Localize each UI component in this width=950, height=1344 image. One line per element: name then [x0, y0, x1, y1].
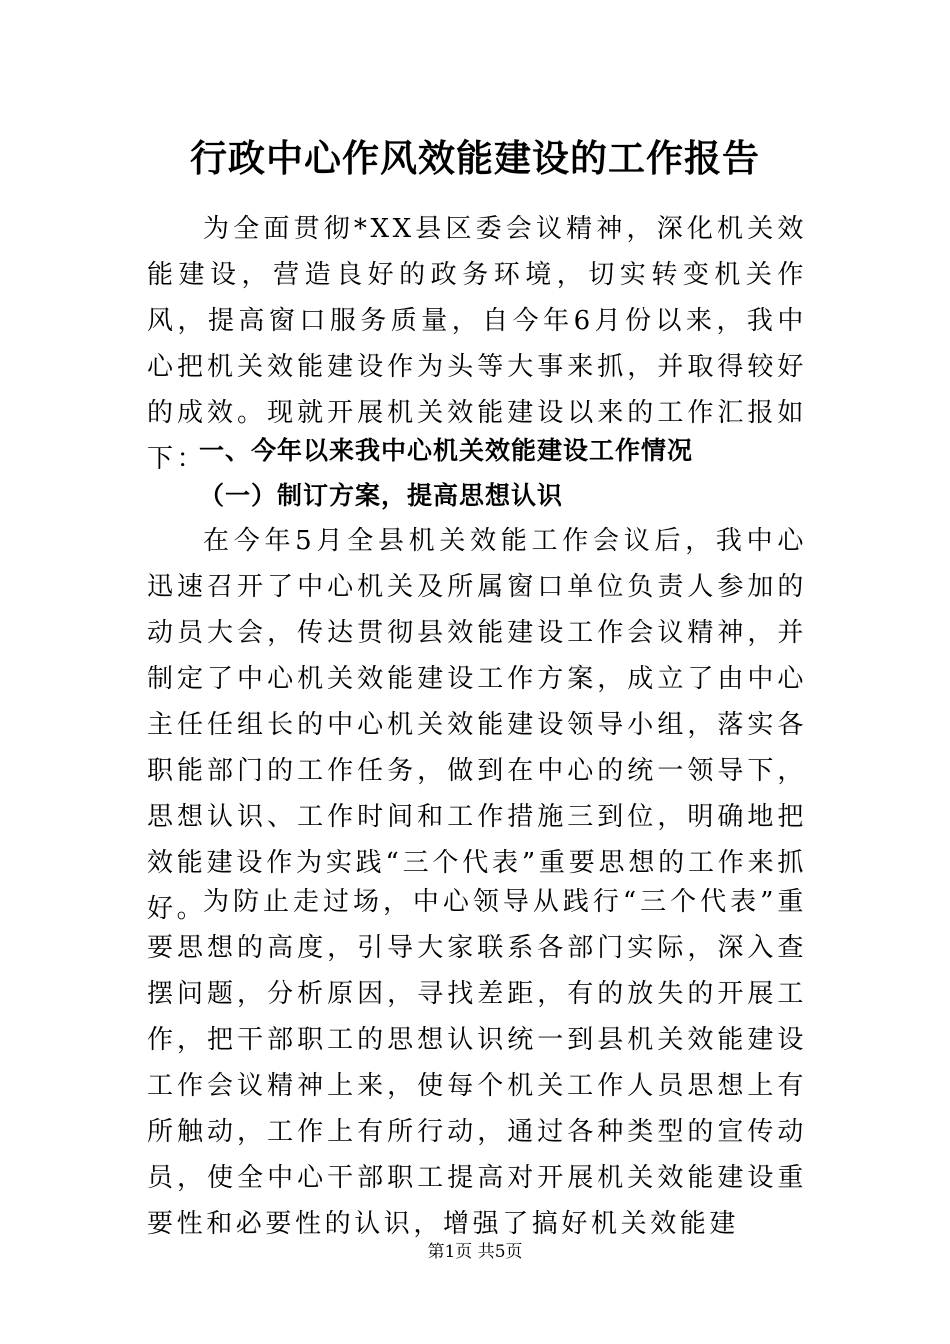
subsection-heading-1: （一）制订方案，提高思想认识 — [199, 481, 564, 510]
page-footer: 第1页 共5页 — [427, 1242, 523, 1262]
intro-paragraph: 为全面贯彻*XX县区委会议精神，深化机关效能建设，营造良好的政务环境，切实转变机关作风，提高窗口服务质量，自今年6月份以来，我中心把机关效能建设作为头等大事来抓，并取得较好的成效。现就开展机关效能建设以来的工作汇报如下： — [147, 214, 807, 474]
document-title: 行政中心作风效能建设的工作报告 — [190, 136, 760, 180]
body-paragraph-2: 为防止走过场，中心领导从践行“三个代表”重要思想的高度，引导大家联系各部门实际，深入查摆问题，分析原因，寻找差距，有的放失的开展工作，把干部职工的思想认识统一到县机关效能建设工作会议精神上来，使每个机关工作人员思想上有所触动，工作上有所行动，通过各种类型的宣传动员，使全中心干部职工提高对开展机关效能建设重要性和必要性的认识，增强了搞好机关效能建 — [147, 887, 807, 1239]
body-paragraph-1: 在今年5月全县机关效能工作会议后，我中心迅速召开了中心机关及所属窗口单位负责人参加的动员大会，传达贯彻县效能建设工作会议精神，并制定了中心机关效能建设工作方案，成立了由中心主任任组长的中心机关效能建设领导小组，落实各职能部门的工作任务，做到在中心的统一领导下，思想认识、工作时间和工作措施三到位，明确地把效能建设作为实践“三个代表”重要思想的工作来抓好。 — [147, 526, 807, 924]
section-heading-1: 一、今年以来我中心机关效能建设工作情况 — [199, 436, 694, 465]
